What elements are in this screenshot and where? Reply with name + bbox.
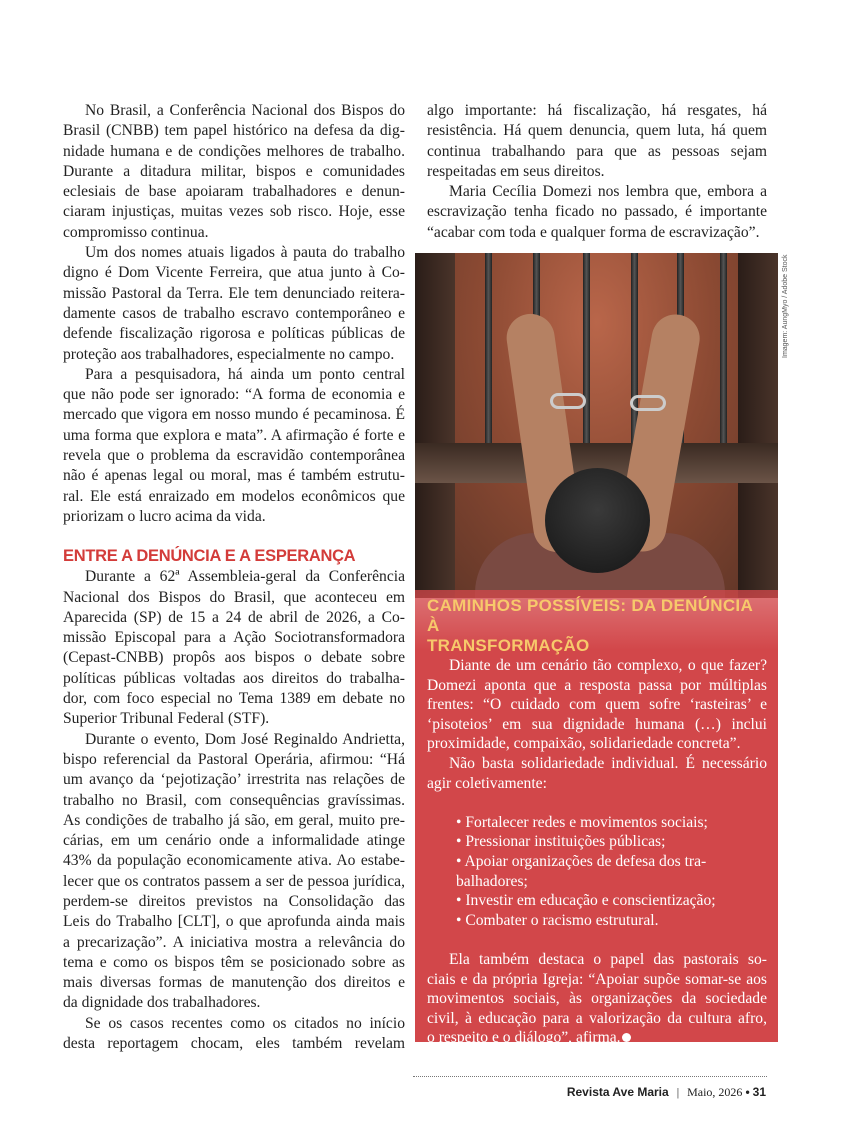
- window-bar: [583, 253, 590, 443]
- paragraph: [427, 182, 767, 243]
- text-line: continua trabalhando para que as pessoas sejam: [427, 142, 767, 160]
- text-line: não é apenas legal ou moral, mas é também estrutu-: [63, 467, 405, 485]
- sidebar-heading: TRANSFORMAÇÃO: [427, 636, 590, 655]
- text-line: bispo referencial da Pastoral Operária, afirmou: “Há: [63, 750, 405, 768]
- text-line: Leis do Trabalho [CLT], o que aprofunda ainda mais: [63, 913, 405, 931]
- text-line: Brasil (CNBB) tem papel histórico na defesa da dig-: [63, 122, 405, 140]
- window-frame: [415, 253, 455, 598]
- sidebar-heading: CAMINHOS POSSÍVEIS: DA DENÚNCIA À: [427, 596, 753, 635]
- text-line: ‘pisoteios’ em sua dignidade humana (…) inclui: [427, 715, 767, 733]
- paragraph: [63, 567, 405, 729]
- text-line: Aparecida (SP) de 15 a 24 de abril de 2026, a Co-: [63, 608, 405, 626]
- text-line: civil, à educação para a valorização da cultura afro,: [427, 1009, 767, 1027]
- text-line: compromisso continua.: [63, 223, 209, 241]
- bullet-item: • Combater o racismo estrutural.: [456, 911, 659, 929]
- issue-date: Maio, 2026: [687, 1085, 743, 1099]
- text-line: frentes: “O cuidado com quem sofre ‘rasteiras’ e: [427, 696, 767, 714]
- text-line: missão Pastoral da Terra. Ele tem denunciado reitera-: [63, 284, 405, 302]
- text-line: ral. Ele está enraizado em modelos econômicos que: [63, 487, 405, 505]
- text-line: tema e como os bispos têm se posicionado sobre as: [63, 953, 405, 971]
- text-line: dor, com foco especial no Tema 1389 em debate no: [63, 690, 405, 708]
- text-line: escravização tenha ficado no passado, é importante: [427, 203, 767, 221]
- text-line: cárias, em um cenário onde a informalidade atinge: [63, 832, 405, 850]
- text-line: respeitadas em seus direitos.: [427, 162, 605, 180]
- text-line: proteção aos trabalhadores, especialmente no campo.: [63, 345, 395, 363]
- left-column: [63, 101, 405, 1054]
- text-line: da dignidade dos trabalhadores.: [63, 994, 261, 1012]
- paragraph: [63, 365, 405, 527]
- window-frame: [738, 253, 778, 598]
- text-line: nidade humana e de condições melhores de trabalho.: [63, 142, 405, 160]
- spacer: [427, 793, 767, 813]
- spacer: [427, 930, 767, 950]
- text-line: que não pode ser ignorado: “A forma de economia e: [63, 386, 405, 404]
- end-mark-icon: [622, 1033, 631, 1042]
- text-line: missão Episcopal para a Ação Sociotransformadora: [63, 629, 405, 647]
- text-line: uma forma que explora e mata”. A afirmação é forte e: [63, 426, 405, 444]
- window-bar: [485, 253, 492, 443]
- bullet-item: • Investir em educação e conscientização;: [456, 892, 716, 910]
- sidebar-closing: [427, 950, 767, 1048]
- bullet-item: balhadores;: [456, 872, 528, 890]
- handcuff: [630, 395, 666, 411]
- sidebar-paragraph: [427, 754, 767, 793]
- text-line: políticas públicas voltadas aos direitos do trabalha-: [63, 669, 405, 687]
- paragraph: [63, 101, 405, 243]
- bullet-item: • Pressionar instituições públicas;: [456, 833, 666, 851]
- sidebar-paragraph: [427, 656, 767, 754]
- text-line: um avanço da ‘pejotização’ irrestrita nas relações de: [63, 771, 405, 789]
- page-footer: [567, 1085, 766, 1100]
- handcuffed-worker-photo: [415, 253, 778, 598]
- text-line: resistência. Há quem denuncia, quem luta, há quem: [427, 122, 767, 140]
- magazine-name: Revista Ave Maria: [566, 1085, 669, 1099]
- paragraph: [427, 101, 767, 182]
- text-line: ciais e da própria Igreja: “Apoiar supõe somar-se aos: [427, 970, 767, 988]
- text-line: 43% da população economicamente ativa. Ao estabe-: [63, 852, 405, 870]
- text-line: Se os casos recentes como os citados no início: [85, 1014, 405, 1032]
- text-line: digno é Dom Vicente Ferreira, que atua junto à Co-: [63, 264, 405, 282]
- bullet-item: • Fortalecer redes e movimentos sociais;: [456, 813, 708, 831]
- text-line: mais diversas formas de manutenção dos direitos e: [63, 974, 405, 992]
- text-line: proximidade, compaixão, solidariedade concreta”.: [427, 735, 741, 753]
- sidebar-content: [427, 596, 767, 1048]
- paragraph: [63, 730, 405, 1014]
- text-line: Ela também destaca o papel das pastorais so-: [449, 950, 767, 968]
- right-column: [427, 101, 767, 243]
- text-line: Durante a ditadura militar, bispos e comunidades: [63, 162, 405, 180]
- text-line: movimentos sociais, às organizações da sociedade: [427, 990, 767, 1008]
- text-line: trabalho no Brasil, com consequências gravíssimas.: [63, 791, 405, 809]
- text-line: a precarização”. A iniciativa mostra a relevância do: [63, 933, 405, 951]
- person-head: [545, 468, 650, 573]
- text-line: “acabar com toda e qualquer forma de escravização”.: [427, 223, 760, 241]
- handcuff: [550, 393, 586, 409]
- text-line: desta reportagem chocam, eles também revelam: [63, 1035, 405, 1053]
- text-line: Diante de um cenário tão complexo, o que fazer?: [449, 657, 767, 674]
- text-line: Não basta solidariedade individual. É necessário: [449, 754, 767, 772]
- text-line: lecer que os contratos passem a ser de pessoa jurídica,: [63, 872, 405, 890]
- text-line: revela que o problema da escravidão contemporânea: [63, 447, 405, 465]
- text-line: perdem-se direitos previstos na Consolidação das: [63, 892, 405, 910]
- text-line: priorizam o lucro acima da vida.: [63, 507, 266, 525]
- text-line: Para a pesquisadora, há ainda um ponto central: [85, 365, 405, 383]
- section-heading: ENTRE A DENÚNCIA E A ESPERANÇA: [63, 547, 356, 566]
- text-line: As condições de trabalho já são, em geral, muito pre-: [63, 811, 405, 829]
- text-line: agir coletivamente:: [427, 774, 547, 792]
- footer-bullet: •: [745, 1085, 750, 1099]
- text-line: No Brasil, a Conferência Nacional dos Bispos do: [85, 102, 405, 119]
- text-line: Superior Tribunal Federal (STF).: [63, 710, 270, 728]
- bullet-item: • Apoiar organizações de defesa dos tra-: [456, 852, 707, 870]
- footer-divider: [413, 1076, 767, 1077]
- page-number: 31: [752, 1085, 766, 1099]
- text-line: o respeito e o diálogo”, afirma.: [427, 1028, 767, 1048]
- text-line: mercado que vigora em nosso mundo é pecaminosa. É: [63, 406, 405, 424]
- text-line: Maria Cecília Domezi nos lembra que, embora a: [449, 183, 767, 201]
- sidebar-box: [415, 590, 778, 1047]
- text-line: defende fiscalização rigorosa e políticas públicas de: [63, 325, 405, 343]
- text-line: Nacional dos Bispos do Brasil, que aconteceu em: [63, 588, 405, 606]
- window-bar: [720, 253, 727, 443]
- photo-credit: Imagem: AungMyo / Adobe Stock: [782, 254, 789, 358]
- paragraph: [63, 1014, 405, 1055]
- paragraph: [63, 243, 405, 365]
- footer-separator: |: [676, 1085, 680, 1099]
- text-line: (Cepast-CNBB) propôs aos bispos o debate sobre: [63, 649, 405, 667]
- text-line: Um dos nomes atuais ligados à pauta do trabalho: [85, 244, 405, 262]
- text-line: Durante a 62ª Assembleia-geral da Conferência: [85, 568, 405, 586]
- text-line: algo importante: há fiscalização, há resgates, há: [427, 102, 767, 119]
- text-line: Durante o evento, Dom José Reginaldo Andrietta,: [85, 730, 405, 748]
- text-line: eclesiais de base apoiaram trabalhadores e denun-: [63, 183, 405, 201]
- text-line: ciaram injustiças, muitas vezes sob risco. Hoje, esse: [63, 203, 405, 221]
- text-line: damente casos de trabalho escravo contemporâneo e: [63, 304, 405, 322]
- text-line: Domezi aponta que a resposta passa por múltiplas: [427, 676, 767, 694]
